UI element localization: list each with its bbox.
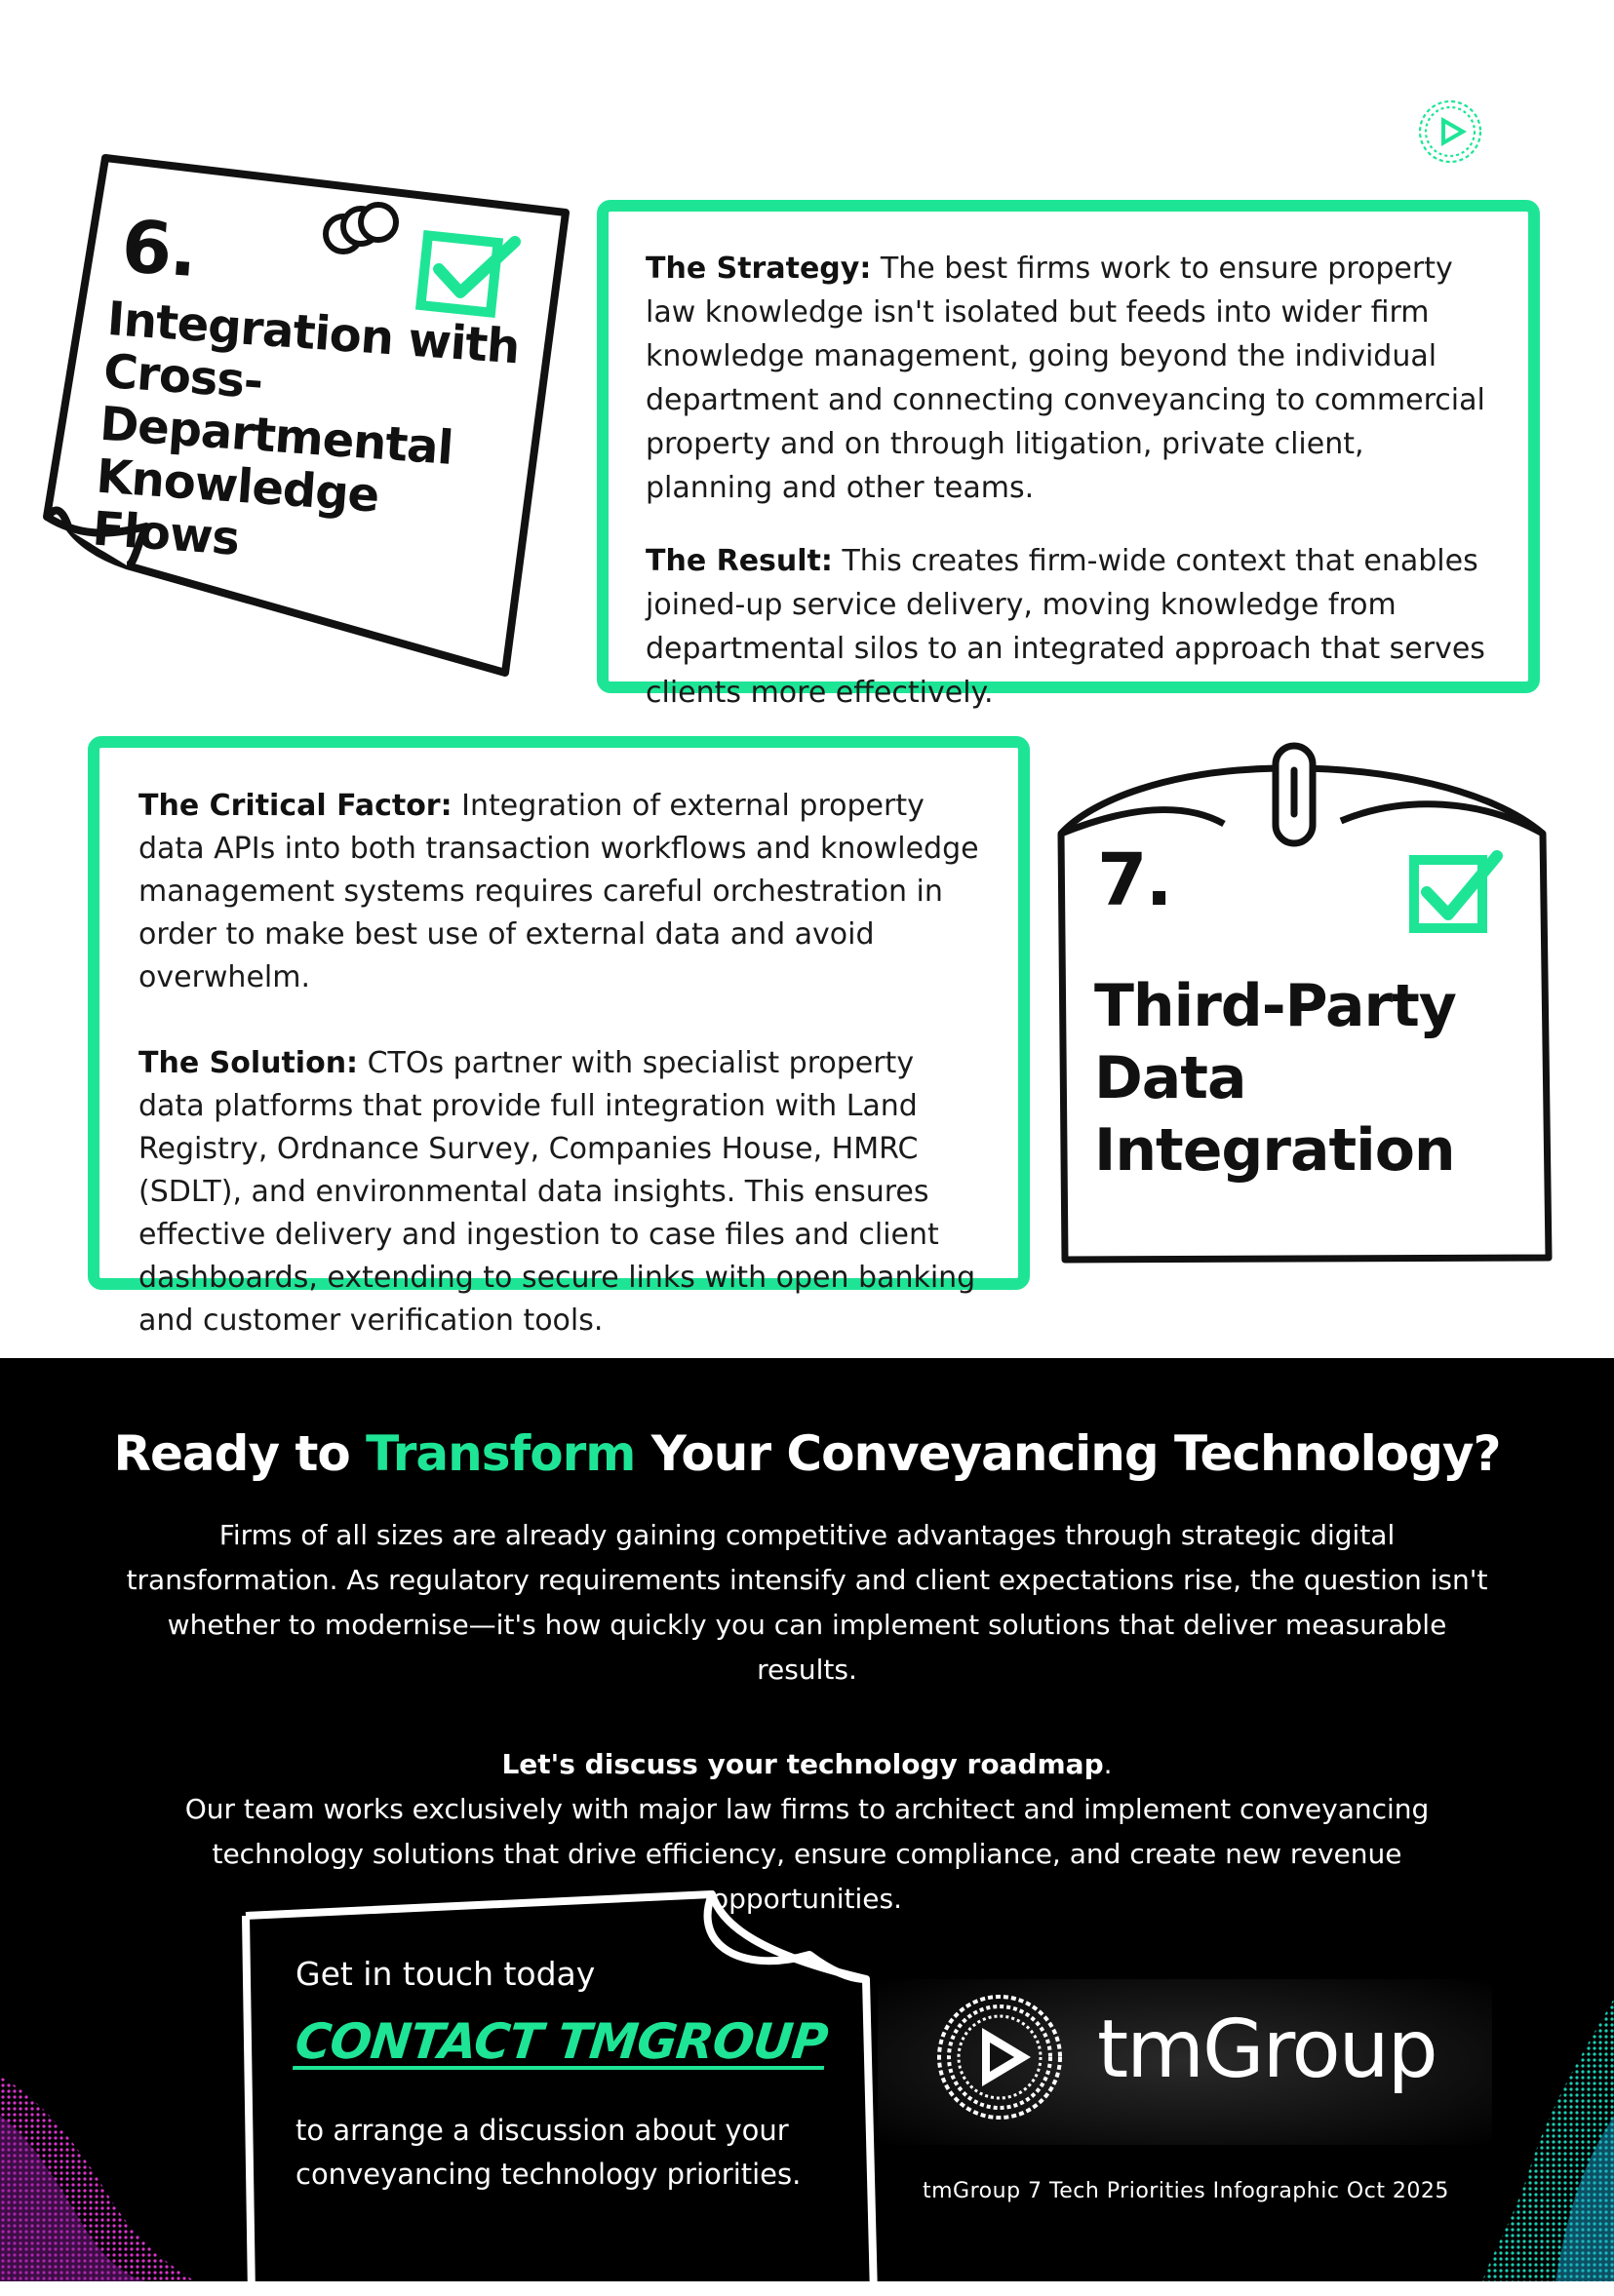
cta-heading [0,1425,1614,1482]
section-6-number: 6. [119,205,199,294]
result-text: This creates firm-wide context that enables joined-up service delivery, moving knowledge from departmental silos to an integrated approach that serves clients more effectively. [646,544,1485,710]
critical-paragraph [138,785,979,999]
paperclip-icon [1276,746,1313,843]
section-6-title: Integration with Cross-Departmental Knowledge Flows [91,292,522,566]
cta-heading-pre: Ready to [113,1425,367,1482]
contact-tmgroup-link[interactable]: CONTACT TMGROUP [292,2013,830,2070]
footer-text: tmGroup 7 Tech Priorities Infographic Oct 2025 [923,2179,1449,2203]
cta-heading-accent: Transform [366,1425,636,1482]
tmgroup-logo-icon [931,1989,1068,2125]
contact-note-paper [234,1887,897,2296]
cta-discuss-period: . [1103,1748,1113,1780]
brand-name: tmGroup [1097,2004,1437,2096]
section-7-number: 7. [1097,838,1171,922]
section-7-title: Third-Party Data Integration [1094,972,1456,1185]
cta-heading-post: Your Conveyancing Technology? [635,1425,1501,1482]
solution-label: The Solution: [138,1046,359,1080]
strategy-label: The Strategy: [646,252,872,286]
strategy-text: The best firms work to ensure property law knowledge isn't isolated but feeds into wider firm knowledge management, going beyond the individual department and connecting conveyancing to commercial property and on through litigation, private client, planning and other teams. [646,252,1485,505]
cta-body [117,1513,1497,1922]
critical-text: Integration of external property data APIs into both transaction workflows and knowledge management systems requires careful orchestration in order to make best use of external data and avoid overwhelm. [138,789,979,994]
cta-discuss-line [117,1742,1497,1787]
cta-paragraph-1: Firms of all sizes are already gaining competitive advantages through strategic digital transformation. As regulatory requirements intensify and client expectations rise, the question isn't whether to modernise—it's how quickly you can implement solutions that deliver measurable results. [126,1519,1488,1686]
contact-intro: Get in touch today [295,1955,596,1993]
decorative-wave-left [0,2047,195,2281]
solution-paragraph [138,1042,979,1343]
critical-solution-box [88,736,1030,1338]
result-paragraph [646,539,1491,715]
critical-label: The Critical Factor: [138,789,453,823]
result-label: The Result: [646,544,833,578]
strategy-paragraph [646,247,1491,510]
cta-discuss: Let's discuss your technology roadmap [501,1748,1104,1780]
cta-paragraph-2: Our team works exclusively with major law firms to architect and implement conveyancing technology solutions that drive efficiency, ensure compliance, and create new revenue opportunities. [184,1793,1430,1915]
tmgroup-logo-icon [1416,97,1484,166]
strategy-result-box [597,200,1540,710]
solution-text: CTOs partner with specialist property data platforms that provide full integration with Land Registry, Ordnance Survey, Companies House, HMRC (SDLT), and environmental data insights. This ensures effective delivery and ingestion to case files and client dashboards, extending to secure links with open banking and customer verification tools. [138,1046,976,1338]
contact-after-text: to arrange a discussion about your conveyancing technology priorities. [295,2114,802,2191]
